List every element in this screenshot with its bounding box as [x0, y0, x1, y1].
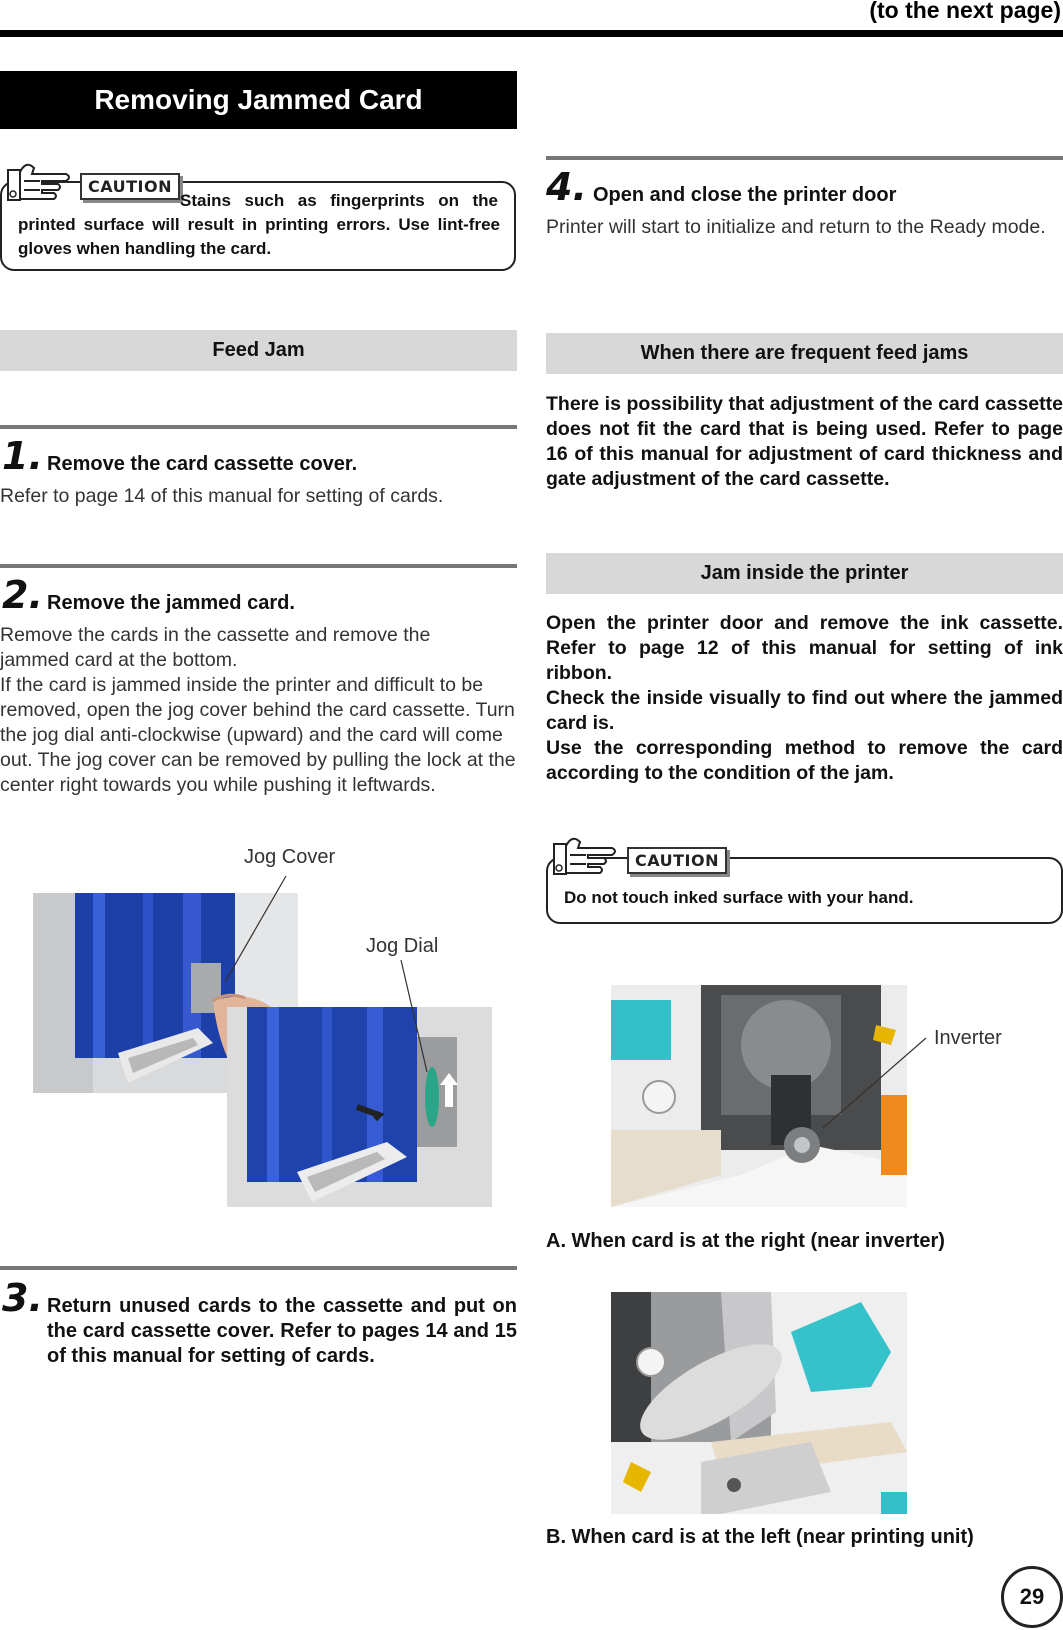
jam-inside-paragraph-1: Open the printer door and remove the ink cassette. Refer to page 12 of this manual for setting of ink ribbon. [546, 612, 1063, 684]
callout-jog-cover: Jog Cover [244, 846, 336, 868]
inverter-leader-line [800, 1030, 940, 1160]
caption-photo-a: A. When card is at the right (near inverter) [546, 1230, 945, 1252]
page-title: Removing Jammed Card [0, 71, 517, 129]
caption-photo-b: B. When card is at the left (near printing unit) [546, 1526, 974, 1548]
printing-unit-photo [611, 1292, 907, 1514]
frequent-jams-body: There is possibility that adjustment of the card cassette does not fit the card that is being used. Refer to page 16 of this manual for adjustment of card thickness and gate adjustment of the card cassette. [546, 393, 1063, 490]
section-heading-jam-inside: Jam inside the printer [546, 553, 1063, 594]
pointing-hand-icon [2, 154, 72, 204]
caution-text-rest: printed surface will result in printing errors. Use lint-free gloves when handling the card. [18, 215, 500, 258]
page-number: 29 [1001, 1566, 1063, 1628]
step4-title: Open and close the printer door [593, 184, 897, 206]
caution-label: CAUTION [80, 173, 180, 200]
jam-inside-paragraph-2: Check the inside visually to find out where the jammed card is. [546, 687, 1063, 734]
section-heading-frequent-jams: When there are frequent feed jams [546, 333, 1063, 374]
step4-body: Printer will start to initialize and return to the Ready mode. [546, 216, 1046, 238]
step2-number: 2. [2, 573, 43, 617]
step3-rule [0, 1266, 517, 1270]
next-page-note: (to the next page) [869, 0, 1061, 23]
step2-body: Remove the cards in the cassette and remove the jammed card at the bottom. [0, 624, 431, 671]
step3-title: Return unused cards to the cassette and put on the card cassette cover. Refer to pages 14 and 15 of this manual for setting of cards. [47, 1295, 517, 1367]
caution-text-first-line: Stains such as fingerprints on the [180, 191, 498, 210]
pointing-hand-icon [548, 828, 618, 878]
step1-number: 1. [2, 434, 43, 478]
step2-body-2: If the card is jammed inside the printer and difficult to be removed, open the jog cover behind the card cassette. Turn the jog dial anti-clockwise (upward) and the card will come out. The jog cover can be removed by pulling the lock at the center right towards you while pushing it leftwards. [0, 674, 516, 796]
step1-body: Refer to page 14 of this manual for setting of cards. [0, 485, 444, 507]
step2-rule [0, 564, 517, 568]
step4-rule [546, 156, 1063, 160]
step1-rule [0, 425, 517, 429]
step1-title: Remove the card cassette cover. [47, 453, 358, 475]
callout-jog-dial: Jog Dial [366, 935, 439, 957]
step3-number: 3. [2, 1276, 43, 1320]
top-rule [0, 30, 1063, 37]
caution-text-ink: Do not touch inked surface with your hand. [564, 888, 914, 907]
caution-label: CAUTION [627, 847, 727, 874]
step4-number: 4. [546, 165, 587, 209]
callout-inverter: Inverter [934, 1027, 1002, 1049]
jam-inside-paragraph-3: Use the corresponding method to remove the card according to the condition of the jam. [546, 737, 1063, 784]
step2-title: Remove the jammed card. [47, 592, 295, 614]
callout-leader-lines [0, 860, 520, 1100]
section-heading-feed-jam: Feed Jam [0, 330, 517, 371]
